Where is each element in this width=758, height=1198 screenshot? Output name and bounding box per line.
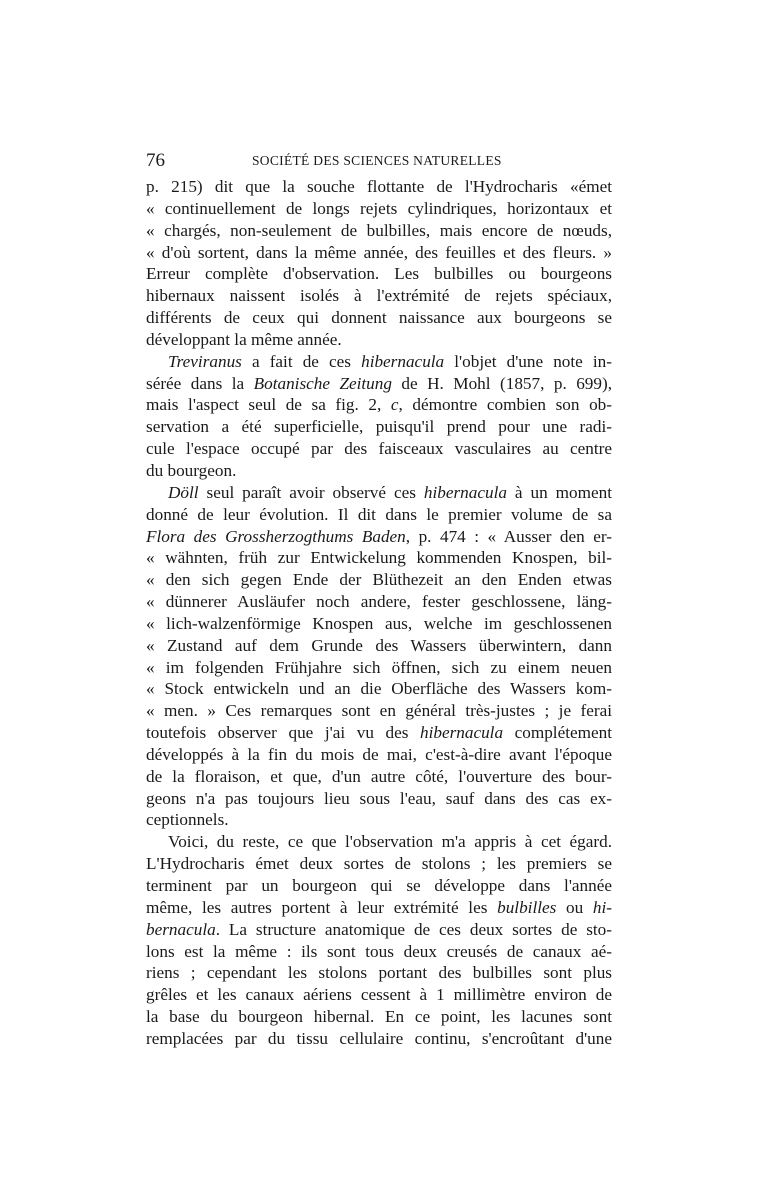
text-line	[146, 198, 612, 220]
text-line	[146, 853, 612, 875]
text-span: « chargés, non-seulement de bulbilles, mais encore de nœuds,	[146, 220, 612, 240]
text-line	[146, 875, 612, 897]
text-span: donné de leur évolution. Il dit dans le premier volume de sa	[146, 504, 612, 524]
text-span: mais l'aspect seul de sa fig. 2,	[146, 395, 391, 415]
text-span: « lich-walzenförmige Knospen aus, welche im geschlossenen	[146, 613, 612, 633]
text-line	[146, 263, 612, 285]
text-line	[146, 1006, 612, 1028]
page-number: 76	[146, 150, 165, 171]
text-span: L'Hydrocharis émet deux sortes de stolons ; les premiers se	[146, 854, 612, 874]
body-text	[146, 176, 612, 1050]
text-span: à un moment	[506, 482, 612, 502]
text-line	[146, 351, 612, 373]
italic-span: hibernacula	[361, 351, 445, 371]
italic-span: Flora des Grossherzogthums Baden	[146, 526, 406, 546]
text-line	[146, 504, 612, 526]
italic-span: hibernacula	[419, 723, 504, 743]
text-span: riens ; cependant les stolons portant des bulbilles sont plus	[146, 963, 612, 983]
text-span: « d'où sortent, dans la même année, des feuilles et des fleurs. »	[146, 242, 612, 262]
text-line	[146, 678, 612, 700]
text-line	[146, 788, 612, 810]
text-span: a fait de ces	[241, 351, 362, 371]
text-span: terminent par un bourgeon qui se développe dans l'année	[146, 876, 612, 895]
text-span: remplacées par du tissu cellulaire continu, s'encroûtant d'une	[146, 1028, 612, 1048]
text-line	[146, 482, 612, 504]
text-span: . La structure anatomique de ces deux sortes de sto-	[215, 919, 612, 939]
text-span: « wähnten, früh zur Entwickelung kommenden Knospen, bil-	[146, 548, 612, 568]
text-line	[146, 176, 612, 198]
text-span: Voici, du reste, ce que l'observation m'a appris à cet égard.	[168, 832, 612, 852]
text-line	[146, 242, 612, 264]
text-span: geons n'a pas toujours lieu sous l'eau, sauf dans des cas ex-	[146, 788, 612, 808]
text-line	[146, 591, 612, 613]
text-line	[146, 569, 612, 591]
text-line	[146, 941, 612, 963]
text-span: la base du bourgeon hibernal. En ce point, les lacunes sont	[146, 1007, 612, 1027]
italic-span: hibernacula	[423, 482, 507, 502]
italic-span: Treviranus	[168, 351, 242, 371]
text-line	[146, 613, 612, 635]
text-span: cule l'espace occupé par des faisceaux vasculaires au centre	[146, 439, 612, 459]
italic-span: Döll	[168, 482, 199, 502]
text-span: toutefois observer que j'ai vu des	[146, 723, 420, 743]
text-span: , démontre combien son ob-	[398, 395, 612, 415]
italic-span: bernacula	[146, 919, 216, 939]
text-line	[146, 1028, 612, 1050]
text-span: grêles et les canaux aériens cessent à 1 millimètre environ de	[146, 985, 612, 1005]
text-line	[146, 394, 612, 416]
text-line	[146, 919, 612, 941]
italic-span: bulbilles	[497, 897, 557, 917]
text-line	[146, 700, 612, 722]
text-line	[146, 526, 612, 548]
text-line	[146, 766, 612, 788]
text-span: « den sich gegen Ende der Blüthezeit an den Enden etwas	[146, 570, 612, 590]
text-line	[146, 416, 612, 438]
text-span: complétement	[503, 723, 612, 743]
text-span: « Stock entwickeln und an die Oberfläche des Wassers kom-	[146, 679, 612, 699]
text-span: , p. 474 : « Ausser den er-	[405, 526, 612, 546]
text-line	[146, 984, 612, 1006]
text-line	[146, 809, 612, 831]
text-span: ceptionnels.	[146, 810, 229, 830]
text-line	[146, 722, 612, 744]
text-span: « men. » Ces remarques sont en général très-justes ; je ferai	[146, 701, 612, 721]
text-span: de la floraison, et que, d'un autre côté, l'ouverture des bour-	[146, 766, 612, 786]
text-span: « im folgenden Frühjahre sich öffnen, sich zu einem neuen	[146, 657, 612, 677]
text-line	[146, 657, 612, 679]
text-span: du bourgeon.	[146, 460, 237, 480]
text-line	[146, 962, 612, 984]
text-line	[146, 373, 612, 395]
text-span: différents de ceux qui donnent naissance aux bourgeons se	[146, 308, 612, 328]
text-span: « Zustand auf dem Grunde des Wassers überwintern, dann	[146, 635, 612, 655]
text-line	[146, 635, 612, 657]
text-line	[146, 285, 612, 307]
text-line	[146, 329, 612, 351]
italic-span: hi-	[592, 897, 613, 917]
text-span: hibernaux naissent isolés à l'extrémité de rejets spéciaux,	[146, 286, 612, 306]
text-line	[146, 220, 612, 242]
text-span: seul paraît avoir observé ces	[198, 482, 424, 502]
running-head: SOCIÉTÉ DES SCIENCES NATURELLES	[252, 153, 502, 168]
text-span: même, les autres portent à leur extrémité les	[146, 897, 498, 917]
text-span: sérée dans la	[146, 373, 254, 393]
text-span: Erreur complète d'observation. Les bulbilles ou bourgeons	[146, 264, 612, 284]
text-span: développés à la fin du mois de mai, c'est-à-dire avant l'époque	[146, 744, 612, 764]
text-span: « continuellement de longs rejets cylindriques, horizontaux et	[146, 198, 612, 218]
text-line	[146, 744, 612, 766]
text-line	[146, 897, 612, 919]
text-line	[146, 307, 612, 329]
text-span: p. 215) dit que la souche flottante de l'Hydrocharis «émet	[146, 177, 612, 196]
text-line	[146, 547, 612, 569]
text-span: servation a été superficielle, puisqu'il prend pour une radi-	[146, 417, 612, 437]
text-span: ou	[556, 897, 593, 917]
text-span: l'objet d'une note in-	[444, 351, 613, 371]
text-line	[146, 460, 612, 482]
text-span: développant la même année.	[146, 329, 342, 349]
text-span: « dünnerer Ausläufer noch andere, fester geschlossene, läng-	[146, 592, 612, 612]
text-line	[146, 831, 612, 853]
text-line	[146, 438, 612, 460]
italic-span: Botanische Zeitung	[253, 373, 392, 393]
text-span: lons est la même : ils sont tous deux creusés de canaux aé-	[146, 941, 612, 961]
text-span: de H. Mohl (1857, p. 699),	[391, 373, 613, 393]
page-header	[146, 150, 616, 174]
italic-span: c	[390, 395, 399, 415]
